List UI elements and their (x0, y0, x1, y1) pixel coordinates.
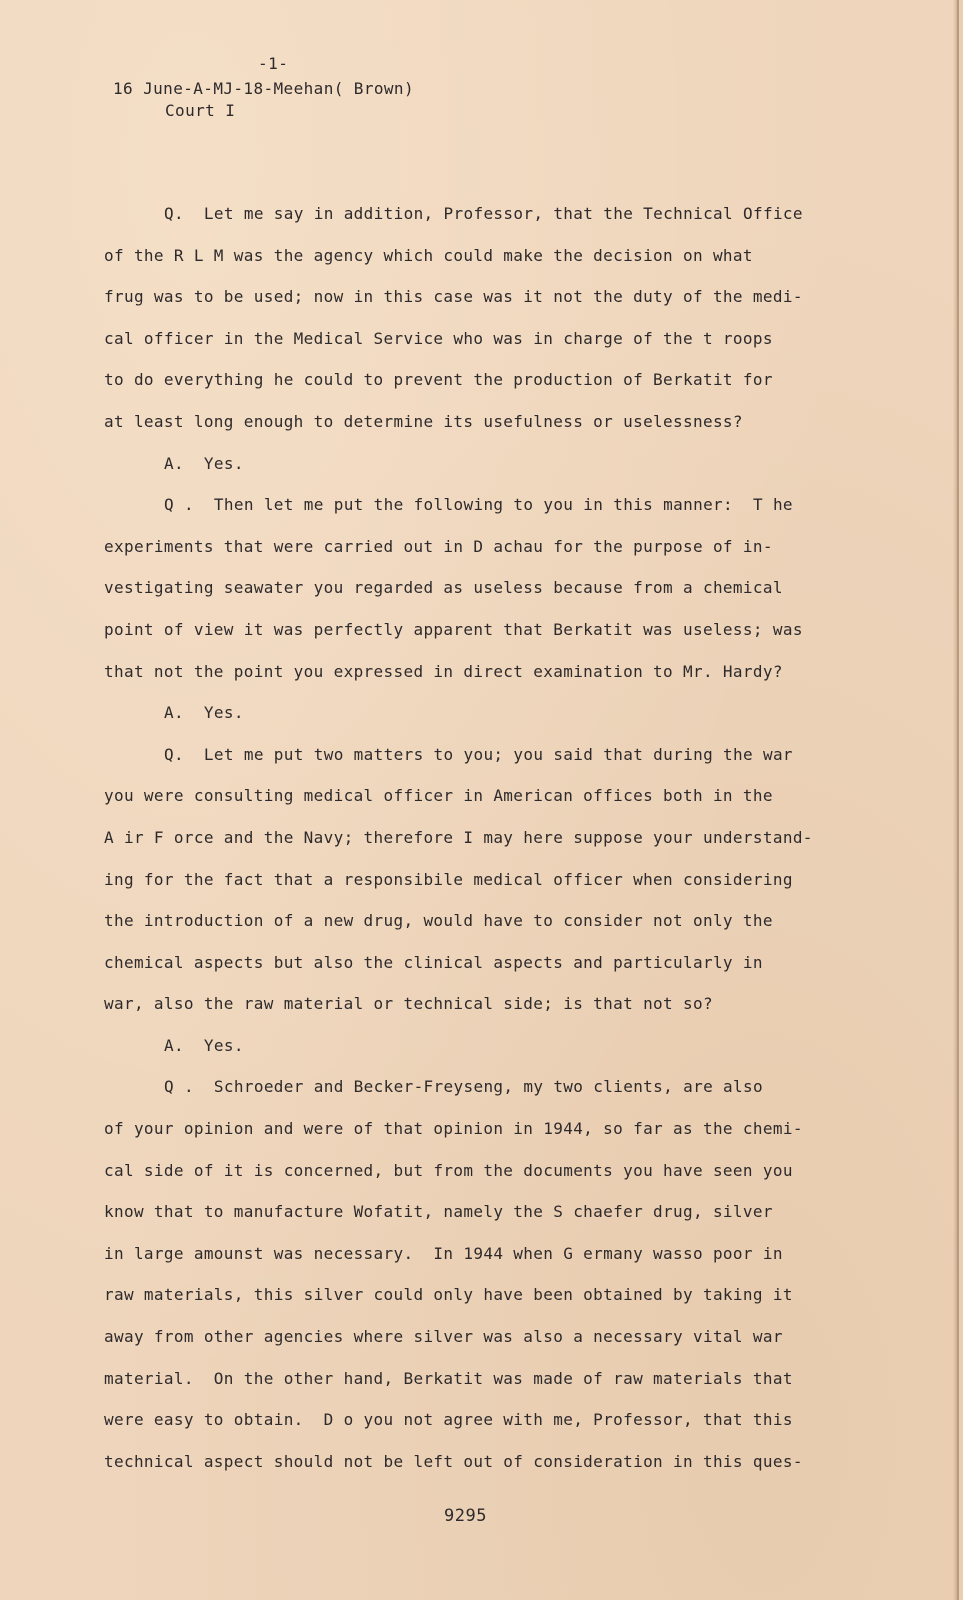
transcript-line: ing for the fact that a responsibile medical officer when considering (104, 869, 793, 889)
transcript-line: were easy to obtain. D o you not agree with me, Professor, that this (104, 1410, 793, 1430)
transcript-line: know that to manufacture Wofatit, namely the S chaefer drug, silver (104, 1202, 773, 1222)
transcript-line: at least long enough to determine its usefulness or uselessness? (104, 411, 743, 431)
transcript-line: frug was to be used; now in this case was it not the duty of the medi- (104, 287, 803, 307)
transcript-line: experiments that were carried out in D achau for the purpose of in- (104, 536, 773, 556)
transcript-line: of the R L M was the agency which could make the decision on what (104, 245, 753, 265)
transcript-line: that not the point you expressed in direct examination to Mr. Hardy? (104, 661, 783, 681)
page-edge-shadow (953, 0, 957, 1600)
transcript-line: away from other agencies where silver was also a necessary vital war (104, 1327, 783, 1347)
transcript-line: Q. Let me put two matters to you; you said that during the war (164, 744, 793, 764)
transcript-line: war, also the raw material or technical side; is that not so? (104, 994, 713, 1014)
transcript-line: A. Yes. (164, 453, 244, 473)
transcript-line: you were consulting medical officer in American offices both in the (104, 786, 773, 806)
transcript-line: raw materials, this silver could only have been obtained by taking it (104, 1285, 793, 1305)
page-marker: -1- (258, 54, 289, 73)
transcript-line: to do everything he could to prevent the production of Berkatit for (104, 370, 773, 390)
header-session-line: 16 June-A-MJ-18-Meehan( Brown) (113, 79, 414, 98)
transcript-body (104, 193, 834, 1482)
transcript-line: Q. Let me say in addition, Professor, that the Technical Office (164, 204, 803, 223)
transcript-line: Q . Schroeder and Becker-Freyseng, my two clients, are also (164, 1077, 763, 1097)
transcript-line: A ir F orce and the Navy; therefore I may here suppose your understand- (104, 827, 813, 847)
transcript-line: A. Yes. (164, 1035, 244, 1055)
document-header (113, 78, 414, 122)
transcript-line: the introduction of a new drug, would have to consider not only the (104, 911, 773, 931)
transcript-line: vestigating seawater you regarded as useless because from a chemical (104, 578, 783, 598)
transcript-line: material. On the other hand, Berkatit was made of raw materials that (104, 1368, 793, 1388)
transcript-line: cal side of it is concerned, but from the documents you have seen you (104, 1160, 793, 1180)
transcript-line: point of view it was perfectly apparent that Berkatit was useless; was (104, 619, 803, 639)
transcript-line: chemical aspects but also the clinical aspects and particularly in (104, 952, 763, 972)
transcript-line: A. Yes. (164, 703, 244, 723)
header-court-line: Court I (165, 101, 236, 120)
transcript-line: Q . Then let me put the following to you in this manner: T he (164, 495, 793, 515)
footer-page-number: 9295 (444, 1506, 487, 1526)
transcript-line: technical aspect should not be left out of consideration in this ques- (104, 1451, 803, 1471)
transcript-line: cal officer in the Medical Service who was in charge of the t roops (104, 328, 773, 348)
transcript-line: of your opinion and were of that opinion in 1944, so far as the chemi- (104, 1119, 803, 1139)
transcript-line: in large amounst was necessary. In 1944 when G ermany wasso poor in (104, 1243, 783, 1263)
